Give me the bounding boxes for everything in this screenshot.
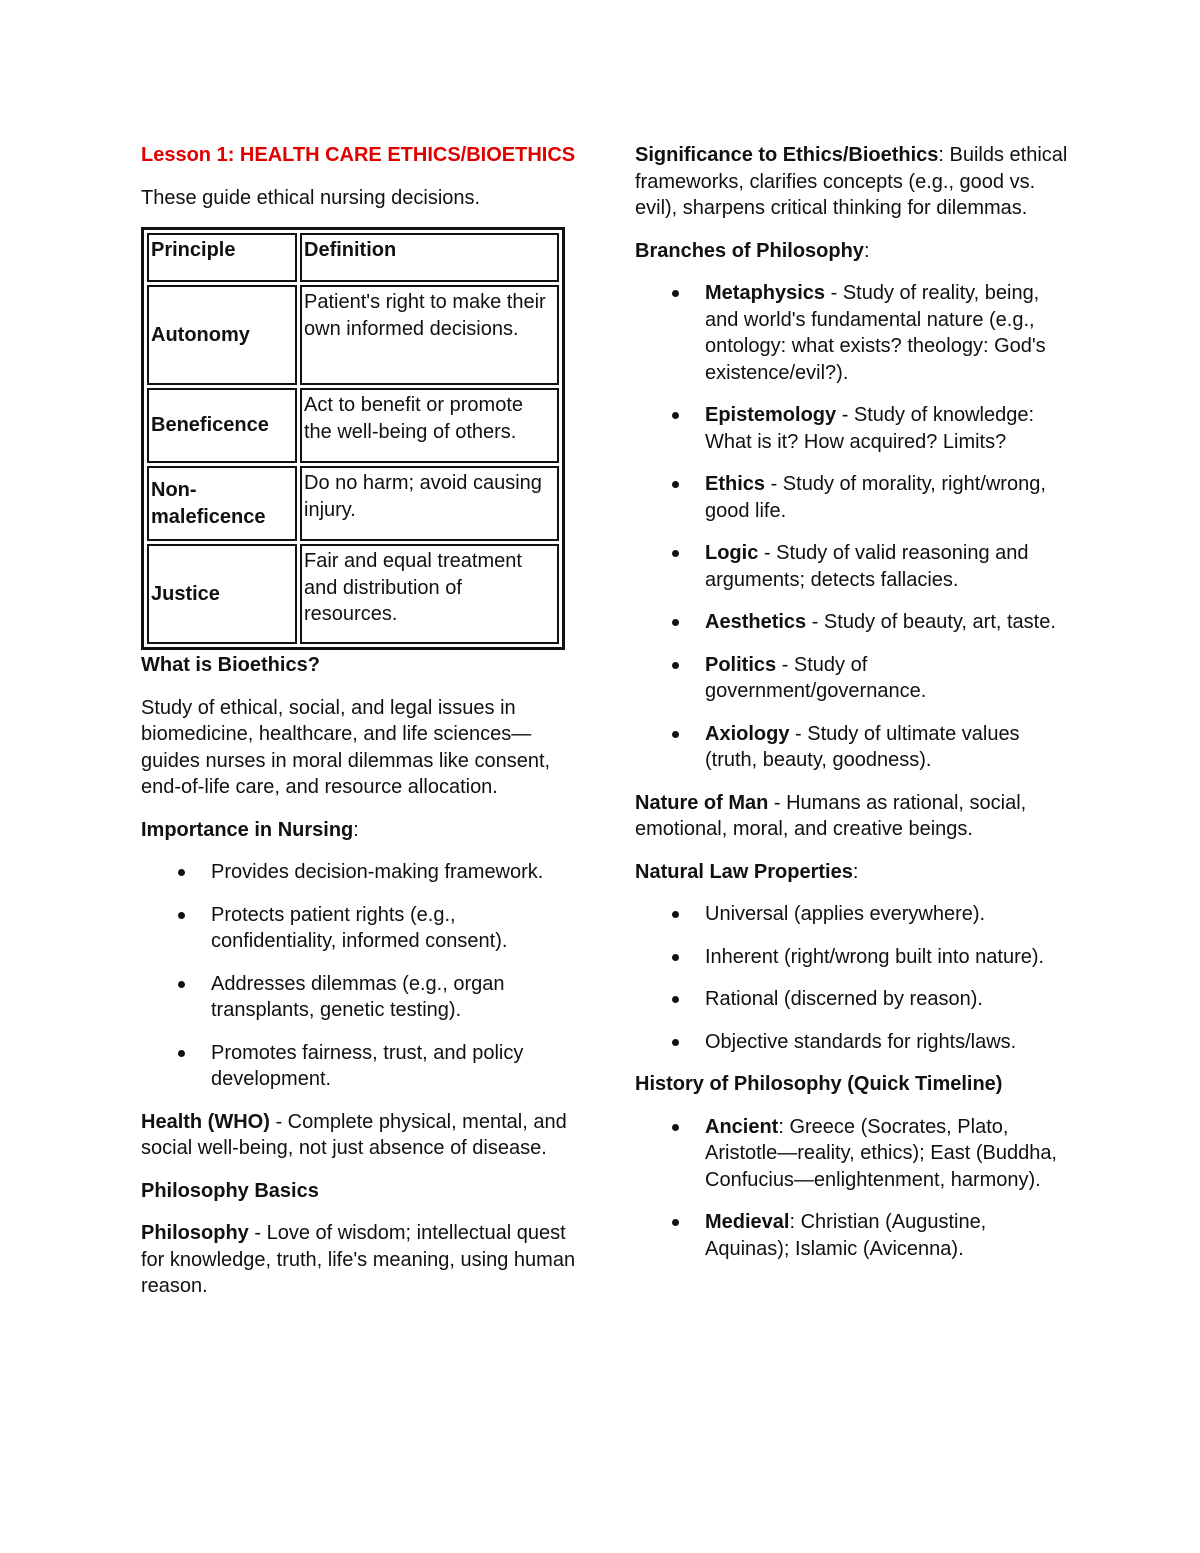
- philosophy-basics-heading: Philosophy Basics: [141, 1179, 319, 1202]
- health-term: Health (WHO): [141, 1110, 270, 1133]
- history-list: [635, 1114, 1075, 1263]
- branches-list: [635, 280, 1075, 774]
- list-item: Politics - Study of government/governance.: [705, 652, 1075, 705]
- list-item: Rational (discerned by reason).: [705, 986, 1075, 1013]
- list-item: Medieval: Christian (Augustine, Aquinas); Islamic (Avicenna).: [705, 1209, 1075, 1262]
- definition-cell: Fair and equal treatment and distribution of resources.: [300, 544, 559, 644]
- list-item: Promotes fairness, trust, and policy development.: [211, 1040, 581, 1093]
- table-row: [147, 544, 559, 644]
- importance-heading: Importance in Nursing:: [141, 818, 359, 841]
- significance-term: Significance to Ethics/Bioethics: [635, 144, 939, 166]
- list-item: Universal (applies everywhere).: [705, 901, 1075, 928]
- right-column: [635, 142, 1075, 1278]
- list-item: Ancient: Greece (Socrates, Plato, Aristotle—reality, ethics); East (Buddha, Confucius—enlightenment, harmony).: [705, 1114, 1075, 1194]
- natural-law-heading: Natural Law Properties:: [635, 860, 859, 883]
- list-item: Provides decision-making framework.: [211, 859, 581, 886]
- header-definition: Definition: [300, 233, 559, 282]
- significance-paragraph: Significance to Ethics/Bioethics: Builds ethical frameworks, clarifies concepts (e.g., good vs. evil), sharpens critical thinking for dilemmas.: [635, 144, 1068, 219]
- left-column: [141, 142, 581, 1316]
- header-principle: Principle: [147, 233, 297, 282]
- health-definition: Health (WHO) - Complete physical, mental, and social well-being, not just absence of disease.: [141, 1110, 567, 1159]
- definition-cell: Do no harm; avoid causing injury.: [300, 466, 559, 541]
- list-item: Ethics - Study of morality, right/wrong, good life.: [705, 471, 1075, 524]
- history-heading: History of Philosophy (Quick Timeline): [635, 1073, 1003, 1095]
- nature-of-man: Nature of Man - Humans as rational, social, emotional, moral, and creative beings.: [635, 791, 1027, 840]
- list-item: Aesthetics - Study of beauty, art, taste.: [705, 609, 1075, 636]
- natural-law-list: [635, 901, 1075, 1055]
- list-item: Objective standards for rights/laws.: [705, 1029, 1075, 1056]
- intro-text: These guide ethical nursing decisions.: [141, 186, 481, 209]
- principle-cell: Justice: [147, 544, 297, 644]
- definition-cell: Act to benefit or promote the well-being of others.: [300, 388, 559, 463]
- bioethics-text: Study of ethical, social, and legal issues in biomedicine, healthcare, and life sciences—guides nurses in moral dilemmas like consent, end-of-life care, and resource allocation.: [141, 696, 551, 798]
- list-item: Inherent (right/wrong built into nature).: [705, 944, 1075, 971]
- definition-cell: Patient's right to make their own informed decisions.: [300, 285, 559, 385]
- table-header-row: [147, 233, 559, 282]
- philosophy-definition: Philosophy - Love of wisdom; intellectual quest for knowledge, truth, life's meaning, using human reason.: [141, 1222, 576, 1297]
- nature-term: Nature of Man: [635, 791, 769, 814]
- principle-cell: Non-maleficence: [147, 466, 297, 541]
- branches-heading: Branches of Philosophy:: [635, 239, 870, 262]
- lesson-title: Lesson 1: HEALTH CARE ETHICS/BIOETHICS: [141, 144, 576, 166]
- bioethics-heading: What is Bioethics?: [141, 654, 320, 676]
- table-row: [147, 285, 559, 385]
- principle-cell: Beneficence: [147, 388, 297, 463]
- list-item: Epistemology - Study of knowledge: What is it? How acquired? Limits?: [705, 402, 1075, 455]
- list-item: Metaphysics - Study of reality, being, and world's fundamental nature (e.g., ontology: what exists? theology: God's existence/evil?).: [705, 280, 1075, 386]
- principle-cell: Autonomy: [147, 285, 297, 385]
- importance-list: [141, 859, 581, 1093]
- principles-table: [141, 227, 565, 650]
- philosophy-term: Philosophy: [141, 1222, 249, 1244]
- list-item: Addresses dilemmas (e.g., organ transplants, genetic testing).: [211, 971, 581, 1024]
- table-row: [147, 388, 559, 463]
- list-item: Logic - Study of valid reasoning and arguments; detects fallacies.: [705, 540, 1075, 593]
- list-item: Axiology - Study of ultimate values (truth, beauty, goodness).: [705, 721, 1075, 774]
- list-item: Protects patient rights (e.g., confidentiality, informed consent).: [211, 902, 581, 955]
- table-row: [147, 466, 559, 541]
